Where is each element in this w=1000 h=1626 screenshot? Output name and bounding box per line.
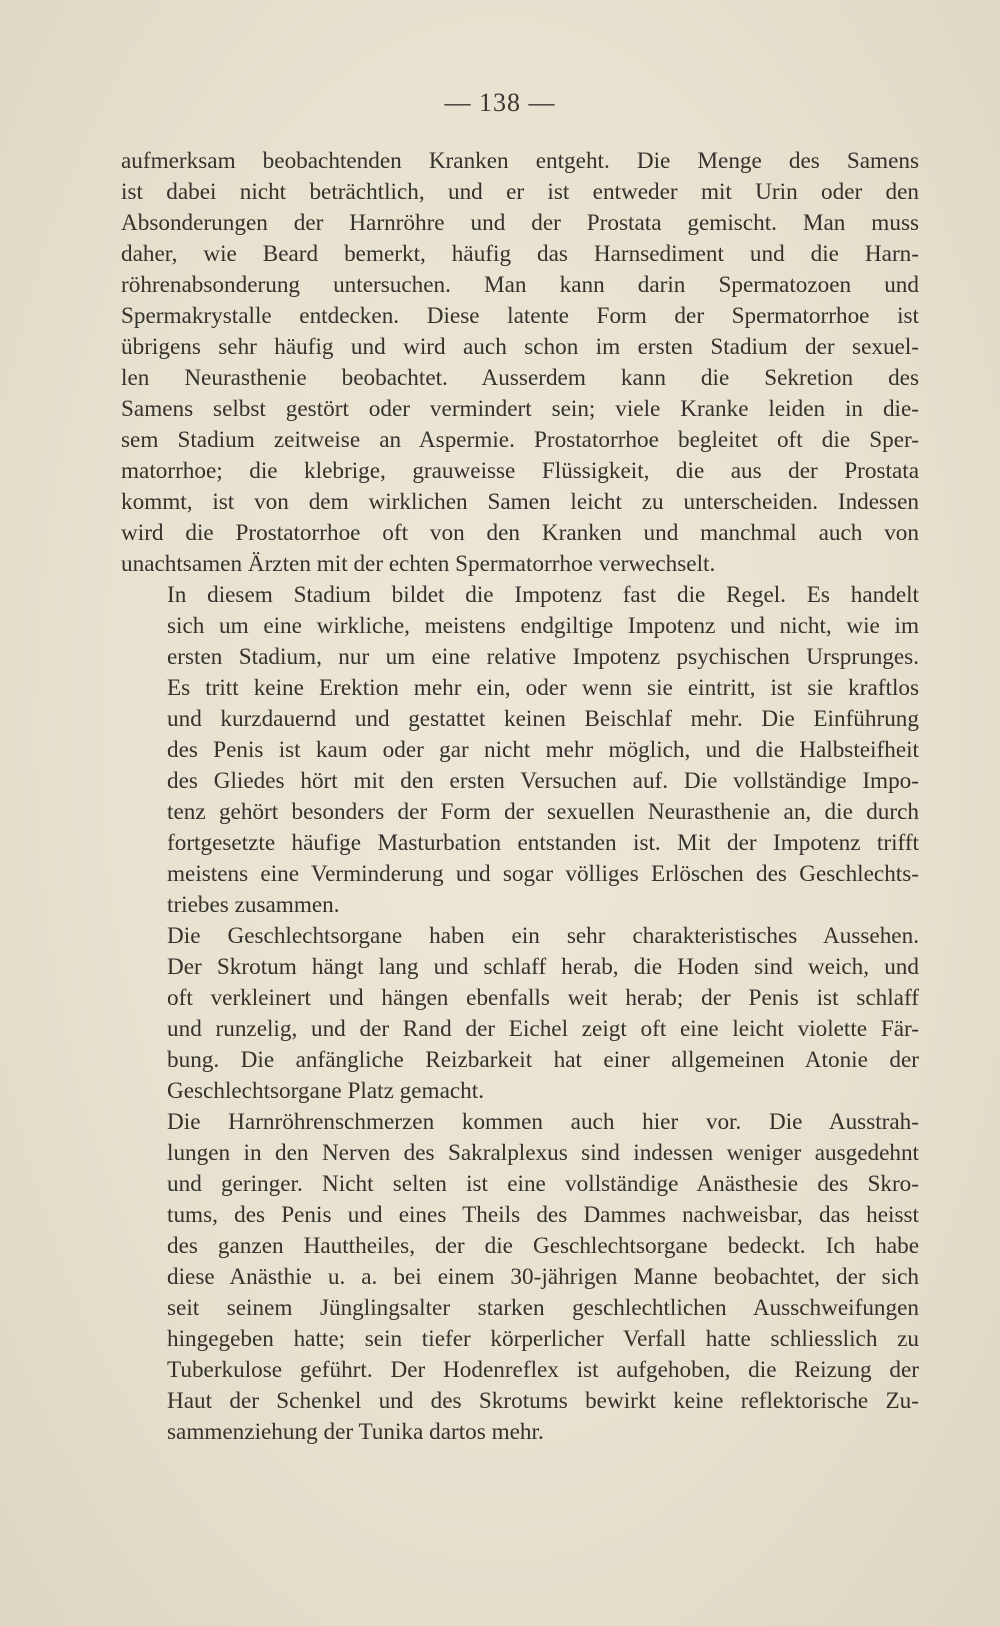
text-line: unachtsamen Ärzten mit der echten Spermatorrhoe verwechselt.	[121, 551, 716, 577]
text-line: In diesem Stadium bildet die Impotenz fast die Regel. Es handelt	[167, 582, 919, 608]
text-line: Haut der Schenkel und des Skrotums bewirkt keine reflektorische Zu-	[167, 1388, 919, 1414]
text-line: übrigens sehr häufig und wird auch schon im ersten Stadium der sexuel-	[121, 334, 919, 360]
paragraph	[121, 146, 919, 580]
text-line: wird die Prostatorrhoe oft von den Kranken und manchmal auch von	[121, 520, 919, 546]
text-line: fortgesetzte häufige Masturbation entstanden ist. Mit der Impotenz trifft	[167, 830, 919, 856]
text-line: des Gliedes hört mit den ersten Versuchen auf. Die vollständige Impo-	[167, 768, 919, 794]
text-line: sem Stadium zeitweise an Aspermie. Prostatorrhoe begleitet oft die Sper-	[121, 427, 919, 453]
text-line: des Penis ist kaum oder gar nicht mehr möglich, und die Halbsteifheit	[167, 737, 919, 763]
text-line: tums, des Penis und eines Theils des Dammes nachweisbar, das heisst	[167, 1202, 919, 1228]
text-line: matorrhoe; die klebrige, grauweisse Flüssigkeit, die aus der Prostata	[121, 458, 919, 484]
text-line: Samens selbst gestört oder vermindert sein; viele Kranke leiden in die-	[121, 396, 919, 422]
text-line: hingegeben hatte; sein tiefer körperlicher Verfall hatte schliesslich zu	[167, 1326, 919, 1352]
text-line: daher, wie Beard bemerkt, häufig das Harnsediment und die Harn-	[121, 241, 919, 267]
text-line: Die Geschlechtsorgane haben ein sehr charakteristisches Aussehen.	[167, 923, 919, 949]
text-line: diese Anästhie u. a. bei einem 30-jährigen Manne beobachtet, der sich	[167, 1264, 919, 1290]
text-line: sammenziehung der Tunika dartos mehr.	[167, 1419, 544, 1445]
text-line: tenz gehört besonders der Form der sexuellen Neurasthenie an, die durch	[167, 799, 919, 825]
paragraph	[121, 921, 919, 1107]
paragraph	[121, 580, 919, 921]
text-line: Absonderungen der Harnröhre und der Prostata gemischt. Man muss	[121, 210, 919, 236]
text-line: seit seinem Jünglingsalter starken geschlechtlichen Ausschweifungen	[167, 1295, 919, 1321]
text-line: aufmerksam beobachtenden Kranken entgeht. Die Menge des Samens	[121, 148, 919, 174]
text-line: triebes zusammen.	[167, 892, 340, 918]
text-line: oft verkleinert und hängen ebenfalls weit herab; der Penis ist schlaff	[167, 985, 919, 1011]
text-line: Es tritt keine Erektion mehr ein, oder wenn sie eintritt, ist sie kraftlos	[167, 675, 919, 701]
page-number: — 138 —	[444, 88, 556, 117]
text-line: Geschlechtsorgane Platz gemacht.	[167, 1078, 484, 1104]
text-line: des ganzen Hauttheiles, der die Geschlechtsorgane bedeckt. Ich habe	[167, 1233, 919, 1259]
text-line: und kurzdauernd und gestattet keinen Beischlaf mehr. Die Einführung	[167, 706, 919, 732]
text-line: und runzelig, und der Rand der Eichel zeigt oft eine leicht violette Fär-	[167, 1016, 919, 1042]
text-line: meistens eine Verminderung und sogar völliges Erlöschen des Geschlechts-	[167, 861, 919, 887]
text-line: Tuberkulose geführt. Der Hodenreflex ist aufgehoben, die Reizung der	[167, 1357, 919, 1383]
text-line: Die Harnröhrenschmerzen kommen auch hier vor. Die Ausstrah-	[167, 1109, 919, 1135]
text-line: sich um eine wirkliche, meistens endgiltige Impotenz und nicht, wie im	[167, 613, 919, 639]
text-line: len Neurasthenie beobachtet. Ausserdem kann die Sekretion des	[121, 365, 919, 391]
text-line: röhrenabsonderung untersuchen. Man kann darin Spermatozoen und	[121, 272, 919, 298]
paragraph	[121, 1107, 919, 1448]
text-line: ersten Stadium, nur um eine relative Impotenz psychischen Ursprunges.	[167, 644, 919, 670]
text-line: Der Skrotum hängt lang und schlaff herab, die Hoden sind weich, und	[167, 954, 919, 980]
body-text	[121, 146, 919, 1448]
text-line: und geringer. Nicht selten ist eine vollständige Anästhesie des Skro-	[167, 1171, 919, 1197]
text-line: ist dabei nicht beträchtlich, und er ist entweder mit Urin oder den	[121, 179, 919, 205]
text-line: bung. Die anfängliche Reizbarkeit hat einer allgemeinen Atonie der	[167, 1047, 919, 1073]
text-line: kommt, ist von dem wirklichen Samen leicht zu unterscheiden. Indessen	[121, 489, 919, 515]
text-line: lungen in den Nerven des Sakralplexus sind indessen weniger ausgedehnt	[167, 1140, 919, 1166]
text-line: Spermakrystalle entdecken. Diese latente Form der Spermatorrhoe ist	[121, 303, 919, 329]
